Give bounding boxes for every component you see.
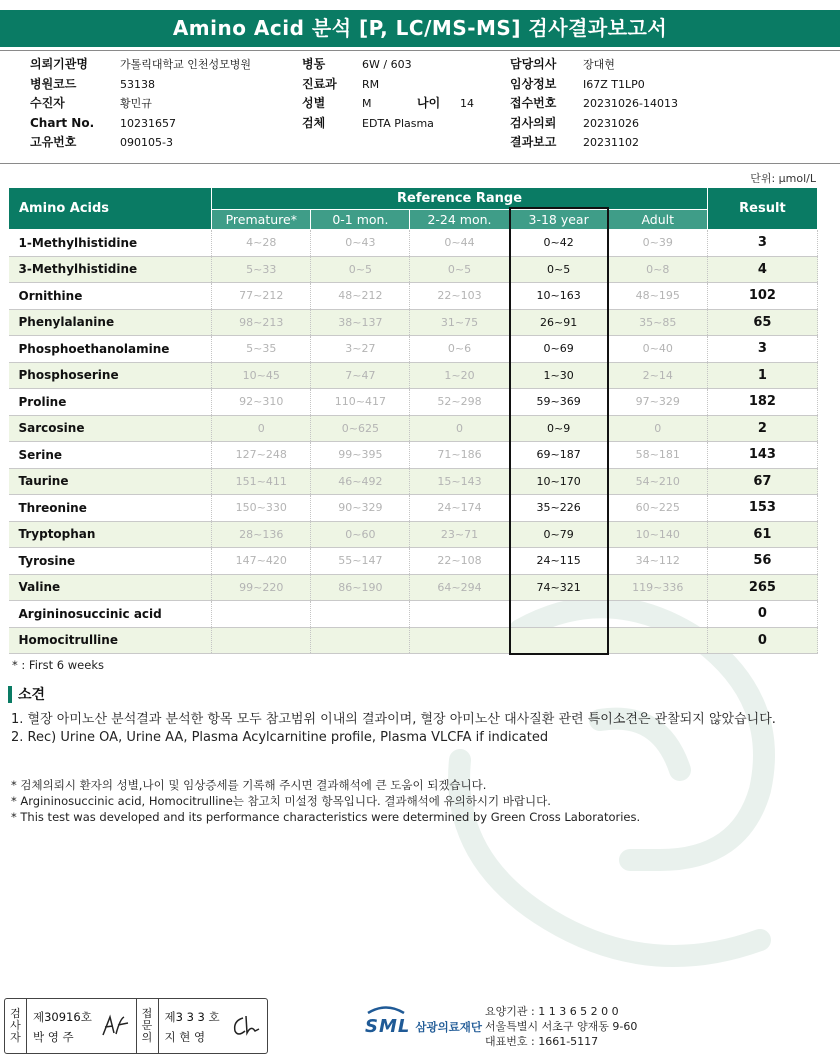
info-value: 황민규 <box>120 97 152 110</box>
finding-item: 1. 혈장 아미노산 분석결과 분석한 항목 모두 참고범위 이내의 결과이며, 혈장 아미노산 대사질환 관련 특이소견은 관찰되지 않았습니다. <box>11 712 776 727</box>
findings-heading <box>8 684 45 704</box>
table-row <box>9 548 818 575</box>
info-label: 접수번호 <box>510 96 557 110</box>
amino-acid-name: Phosphoserine <box>9 362 212 389</box>
approver-name: 지 현 영 <box>164 1030 206 1044</box>
range-adult: 60~225 <box>608 495 707 522</box>
range-0-1-mon: 48~212 <box>311 283 410 310</box>
approver-signature-icon <box>229 1013 261 1039</box>
amino-acid-name: Tyrosine <box>9 548 212 575</box>
approver-label-char: 문 <box>141 1019 153 1032</box>
unit-label: 단위: μmol/L <box>750 172 816 185</box>
result-value: 67 <box>707 468 817 495</box>
range-0-1-mon: 0~625 <box>311 415 410 442</box>
table-body <box>9 230 818 654</box>
range-adult: 0~39 <box>608 230 707 257</box>
range-premature: 99~220 <box>212 574 311 601</box>
header-adult: Adult <box>608 210 707 230</box>
table-row <box>9 468 818 495</box>
range-premature: 5~35 <box>212 336 311 363</box>
header-3-18-year: 3-18 year <box>509 210 608 230</box>
notes-list <box>11 777 640 825</box>
info-value: 20231026 <box>583 116 639 130</box>
amino-acid-name: Proline <box>9 389 212 416</box>
range-3-18-year: 59~369 <box>509 389 608 416</box>
range-3-18-year: 0~42 <box>509 230 608 257</box>
heading-bar-icon <box>8 686 12 703</box>
range-premature: 151~411 <box>212 468 311 495</box>
result-value: 65 <box>707 309 817 336</box>
range-2-24-mon <box>410 627 509 654</box>
table-row <box>9 230 818 257</box>
age-label: 나이 <box>417 96 441 110</box>
table-row <box>9 521 818 548</box>
range-adult: 97~329 <box>608 389 707 416</box>
range-2-24-mon: 15~143 <box>410 468 509 495</box>
range-2-24-mon: 0~6 <box>410 336 509 363</box>
amino-acid-name: Sarcosine <box>9 415 212 442</box>
result-value: 143 <box>707 442 817 469</box>
result-value: 4 <box>707 256 817 283</box>
range-adult: 54~210 <box>608 468 707 495</box>
range-adult: 58~181 <box>608 442 707 469</box>
range-0-1-mon: 86~190 <box>311 574 410 601</box>
age-value: 14 <box>460 97 474 110</box>
amino-acid-name: Tryptophan <box>9 521 212 548</box>
range-0-1-mon: 0~60 <box>311 521 410 548</box>
report-title: Amino Acid 분석 [P, LC/MS-MS] 검사결과보고서 <box>0 10 840 47</box>
table-row <box>9 495 818 522</box>
amino-acid-table <box>8 187 818 654</box>
info-label: 검사의뢰 <box>510 115 557 130</box>
amino-acid-name: Threonine <box>9 495 212 522</box>
range-0-1-mon: 110~417 <box>311 389 410 416</box>
approver-label-char: 의 <box>141 1031 153 1044</box>
approver-label <box>137 999 159 1053</box>
range-2-24-mon: 22~103 <box>410 283 509 310</box>
patient-info-col3 <box>510 55 678 153</box>
findings-list <box>11 711 776 747</box>
range-adult <box>608 627 707 654</box>
info-value: 가톨릭대학교 인천성모병원 <box>120 58 252 71</box>
range-premature: 5~33 <box>212 256 311 283</box>
note-item: * Argininosuccinic acid, Homocitrulline는 참고치 미설정 항목입니다. 결과해석에 유의하시기 바랍니다. <box>11 794 551 808</box>
range-3-18-year <box>509 601 608 628</box>
info-value: 10231657 <box>120 116 176 130</box>
info-value: RM <box>362 77 380 91</box>
header-bottom-rule <box>0 163 840 164</box>
range-2-24-mon: 22~108 <box>410 548 509 575</box>
approver-license-no: 제3 3 3 호 <box>164 1010 220 1024</box>
info-value: 20231102 <box>583 136 639 149</box>
range-adult: 2~14 <box>608 362 707 389</box>
range-0-1-mon: 90~329 <box>311 495 410 522</box>
result-value: 56 <box>707 548 817 575</box>
range-2-24-mon: 23~71 <box>410 521 509 548</box>
range-3-18-year: 69~187 <box>509 442 608 469</box>
header-result: Result <box>707 188 817 230</box>
table-row <box>9 627 818 654</box>
range-adult: 119~336 <box>608 574 707 601</box>
examiner-label-char: 사 <box>10 1019 21 1032</box>
info-value: 20231026-14013 <box>583 97 678 110</box>
patient-info-col1 <box>30 55 251 153</box>
range-adult: 35~85 <box>608 309 707 336</box>
org-line: 대표번호 : 1661-5117 <box>485 1035 599 1048</box>
logo-arc-icon <box>366 1004 406 1014</box>
logo-name: 삼광의료재단 <box>415 1019 483 1034</box>
info-value: I67Z T1LP0 <box>583 77 645 91</box>
amino-acid-name: 1-Methylhistidine <box>9 230 212 257</box>
info-value: 53138 <box>120 77 155 91</box>
range-0-1-mon: 55~147 <box>311 548 410 575</box>
table-row <box>9 601 818 628</box>
range-premature: 28~136 <box>212 521 311 548</box>
range-adult: 0~8 <box>608 256 707 283</box>
amino-acid-name: Valine <box>9 574 212 601</box>
range-premature: 98~213 <box>212 309 311 336</box>
table-row <box>9 574 818 601</box>
range-3-18-year: 26~91 <box>509 309 608 336</box>
info-label: 의뢰기관명 <box>30 57 88 71</box>
range-premature: 147~420 <box>212 548 311 575</box>
sml-logo <box>365 1016 482 1037</box>
organization-info <box>485 1004 637 1049</box>
range-0-1-mon: 7~47 <box>311 362 410 389</box>
range-adult: 48~195 <box>608 283 707 310</box>
note-item: * This test was developed and its performance characteristics were determined by Green Cross Laboratories. <box>11 810 641 824</box>
result-value: 0 <box>707 627 817 654</box>
range-3-18-year: 0~5 <box>509 256 608 283</box>
amino-acid-name: Argininosuccinic acid <box>9 601 212 628</box>
range-0-1-mon: 46~492 <box>311 468 410 495</box>
org-line: 요양기관 : 1 1 3 6 5 2 0 0 <box>485 1005 619 1018</box>
result-value: 265 <box>707 574 817 601</box>
range-0-1-mon: 0~43 <box>311 230 410 257</box>
range-premature: 10~45 <box>212 362 311 389</box>
range-3-18-year: 0~79 <box>509 521 608 548</box>
examiner-cell <box>27 999 137 1053</box>
range-3-18-year: 74~321 <box>509 574 608 601</box>
header-2-24-mon: 2-24 mon. <box>410 210 509 230</box>
range-0-1-mon: 3~27 <box>311 336 410 363</box>
table-row <box>9 283 818 310</box>
range-premature <box>212 601 311 628</box>
info-label: 임상정보 <box>510 76 557 91</box>
range-premature: 92~310 <box>212 389 311 416</box>
examiner-label <box>5 999 27 1053</box>
table-row <box>9 442 818 469</box>
range-adult: 34~112 <box>608 548 707 575</box>
range-premature: 0 <box>212 415 311 442</box>
range-2-24-mon: 31~75 <box>410 309 509 336</box>
info-value: EDTA Plasma <box>362 116 434 130</box>
info-label: 성별 <box>302 96 326 110</box>
range-0-1-mon: 99~395 <box>311 442 410 469</box>
range-0-1-mon <box>311 627 410 654</box>
range-2-24-mon: 0~44 <box>410 230 509 257</box>
amino-acid-name: 3-Methylhistidine <box>9 256 212 283</box>
range-premature <box>212 627 311 654</box>
info-value: 6W / 603 <box>362 58 412 71</box>
range-0-1-mon: 38~137 <box>311 309 410 336</box>
header-top-rule <box>0 50 840 51</box>
result-value: 2 <box>707 415 817 442</box>
info-value: 090105-3 <box>120 136 173 149</box>
header-premature: Premature* <box>212 210 311 230</box>
range-2-24-mon: 1~20 <box>410 362 509 389</box>
range-3-18-year <box>509 627 608 654</box>
amino-acid-name: Phenylalanine <box>9 309 212 336</box>
info-label: 결과보고 <box>510 135 557 149</box>
info-label: 진료과 <box>302 76 337 91</box>
amino-acid-name: Homocitrulline <box>9 627 212 654</box>
range-2-24-mon: 64~294 <box>410 574 509 601</box>
range-2-24-mon: 0 <box>410 415 509 442</box>
table-row <box>9 389 818 416</box>
amino-acid-name: Serine <box>9 442 212 469</box>
result-value: 0 <box>707 601 817 628</box>
range-3-18-year: 35~226 <box>509 495 608 522</box>
header-0-1-mon: 0-1 mon. <box>311 210 410 230</box>
range-premature: 127~248 <box>212 442 311 469</box>
signature-box <box>4 998 268 1054</box>
approver-label-char: 접 <box>141 1007 153 1020</box>
range-2-24-mon: 71~186 <box>410 442 509 469</box>
info-label: 병원코드 <box>30 76 77 91</box>
examiner-signature-icon <box>100 1013 130 1039</box>
findings-title: 소견 <box>18 687 46 703</box>
examiner-name: 박 영 주 <box>33 1030 74 1044</box>
table-row <box>9 362 818 389</box>
result-value: 182 <box>707 389 817 416</box>
info-label: 검체 <box>302 115 326 130</box>
logo-text: SML <box>365 1016 411 1037</box>
examiner-label-char: 검 <box>10 1007 21 1020</box>
result-value: 3 <box>707 336 817 363</box>
info-label: 담당의사 <box>510 57 557 71</box>
table-row <box>9 336 818 363</box>
range-3-18-year: 10~163 <box>509 283 608 310</box>
range-premature: 4~28 <box>212 230 311 257</box>
table-row <box>9 415 818 442</box>
info-label: Chart No. <box>30 115 95 130</box>
range-2-24-mon: 0~5 <box>410 256 509 283</box>
approver-cell <box>159 999 268 1053</box>
premature-footnote: * : First 6 weeks <box>12 658 104 672</box>
range-adult: 0~40 <box>608 336 707 363</box>
info-label: 병동 <box>302 57 326 71</box>
range-3-18-year: 10~170 <box>509 468 608 495</box>
examiner-license-no: 제30916호 <box>33 1010 92 1024</box>
range-0-1-mon <box>311 601 410 628</box>
info-label: 수진자 <box>30 96 65 110</box>
range-3-18-year: 1~30 <box>509 362 608 389</box>
examiner-label-char: 자 <box>10 1031 21 1044</box>
result-value: 61 <box>707 521 817 548</box>
range-adult <box>608 601 707 628</box>
table-row <box>9 256 818 283</box>
range-3-18-year: 0~9 <box>509 415 608 442</box>
amino-acid-name: Ornithine <box>9 283 212 310</box>
result-value: 102 <box>707 283 817 310</box>
info-value: M <box>362 97 372 110</box>
patient-info-col2 <box>302 55 474 133</box>
range-premature: 150~330 <box>212 495 311 522</box>
org-line: 서울특별시 서초구 양재동 9-60 <box>485 1020 638 1033</box>
range-2-24-mon <box>410 601 509 628</box>
note-item: * 검체의뢰시 환자의 성별,나이 및 임상증세를 기록해 주시면 결과해석에 큰 도움이 되겠습니다. <box>11 778 487 792</box>
amino-acid-name: Phosphoethanolamine <box>9 336 212 363</box>
info-value: 장대현 <box>583 58 615 71</box>
table-row <box>9 309 818 336</box>
result-value: 3 <box>707 230 817 257</box>
range-adult: 0 <box>608 415 707 442</box>
range-adult: 10~140 <box>608 521 707 548</box>
range-3-18-year: 24~115 <box>509 548 608 575</box>
finding-item: 2. Rec) Urine OA, Urine AA, Plasma Acylcarnitine profile, Plasma VLCFA if indicated <box>11 730 549 745</box>
range-0-1-mon: 0~5 <box>311 256 410 283</box>
range-premature: 77~212 <box>212 283 311 310</box>
range-3-18-year: 0~69 <box>509 336 608 363</box>
info-label: 고유번호 <box>30 135 77 149</box>
range-2-24-mon: 52~298 <box>410 389 509 416</box>
range-2-24-mon: 24~174 <box>410 495 509 522</box>
header-amino-acids: Amino Acids <box>9 188 212 230</box>
amino-acid-name: Taurine <box>9 468 212 495</box>
result-value: 153 <box>707 495 817 522</box>
result-value: 1 <box>707 362 817 389</box>
header-reference-range: Reference Range <box>212 188 708 210</box>
